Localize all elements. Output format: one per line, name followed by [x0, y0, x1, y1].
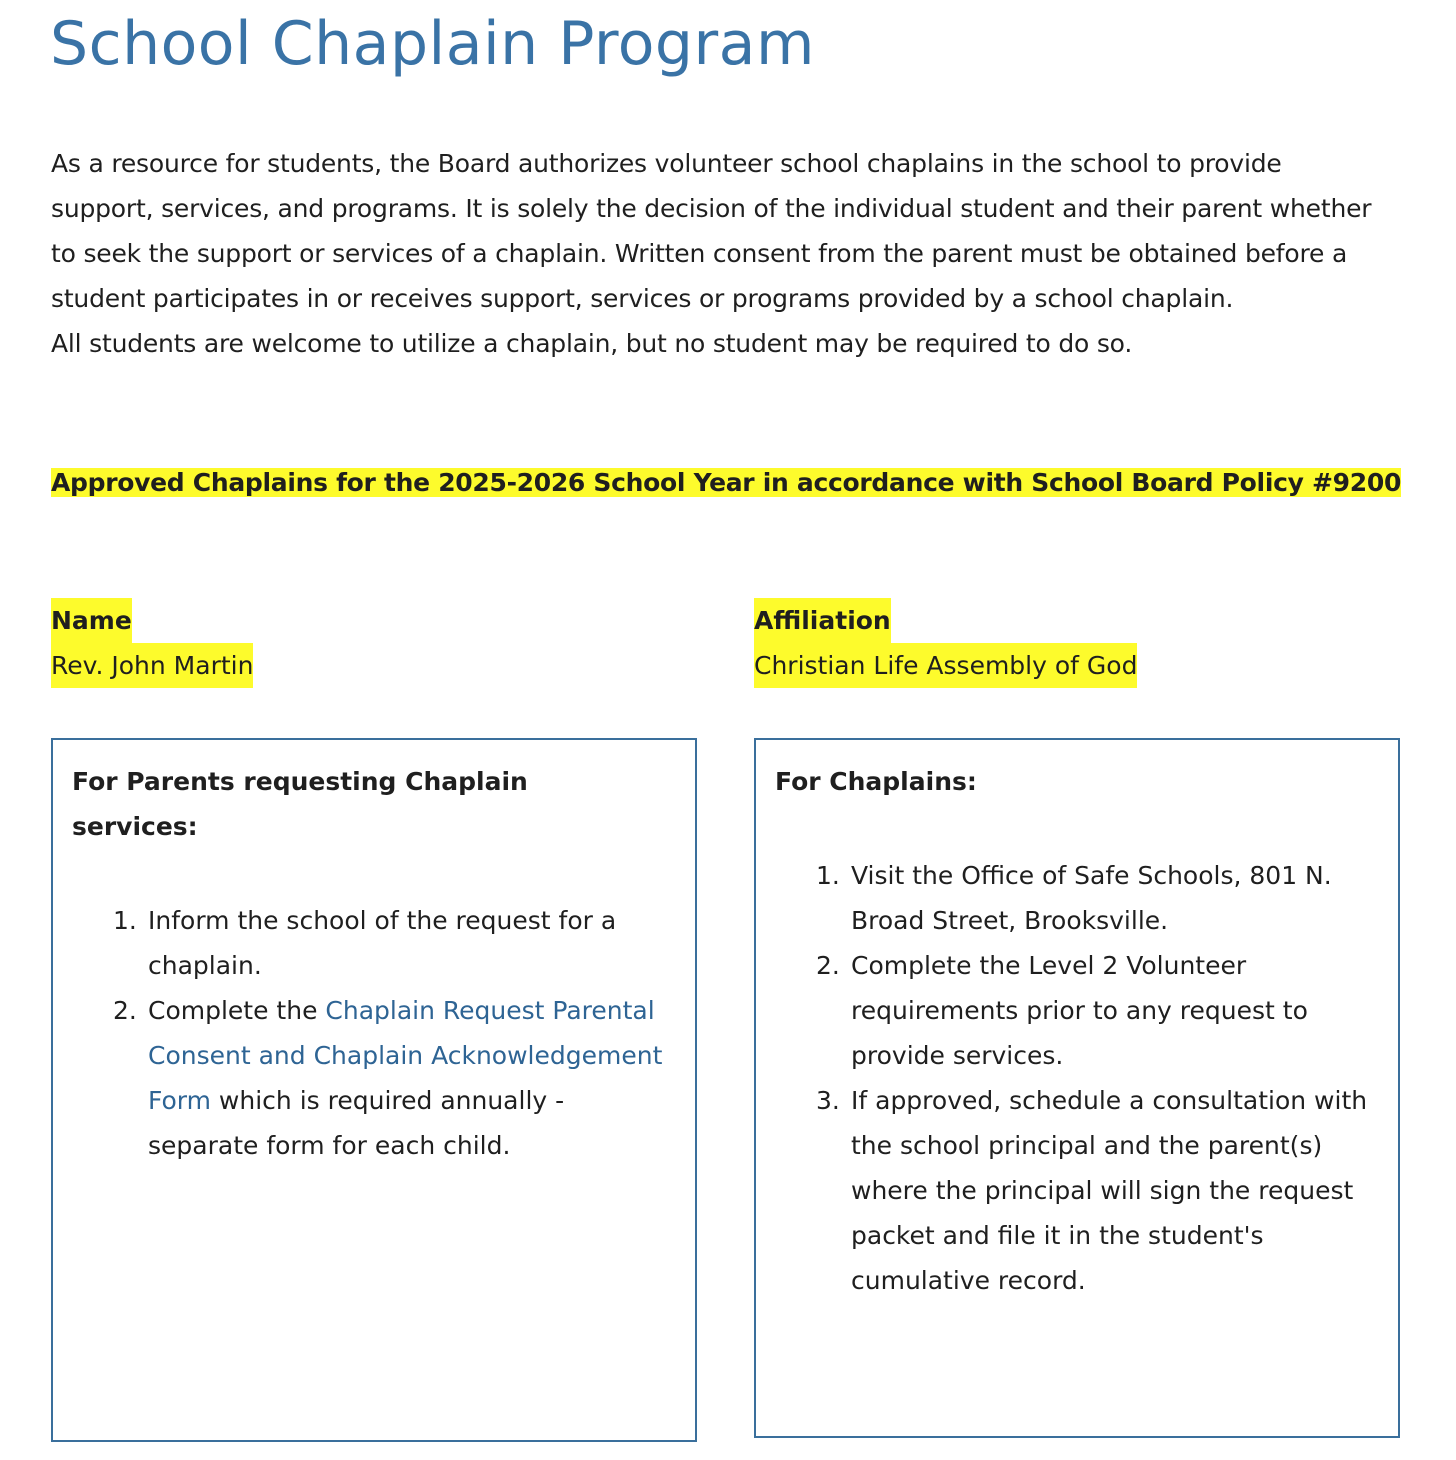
step-number: 1.	[816, 861, 840, 890]
step-text: Inform the school of the request for a chaplain.	[148, 906, 617, 980]
affiliation-column	[754, 598, 1137, 688]
chaplains-instructions-box	[754, 738, 1400, 1438]
step-number: 3.	[816, 1086, 840, 1115]
intro-paragraph: As a resource for students, the Board authorizes volunteer school chaplains in the school to provide support, services, and programs. It is solely the decision of the individual student and their parent whether to seek the support or services of a chaplain. Written consent from the parent must be obtained before a student participates in or receives support, services or programs provided by a school chaplain.	[51, 149, 1372, 313]
consent-form-link[interactable]: Chaplain Request Parental Consent and Chaplain Acknowledgement Form	[148, 996, 663, 1115]
parents-instructions-box	[51, 738, 697, 1442]
approved-heading-text: Approved Chaplains for the 2025-2026 School Year in accordance with School Board Policy #9200	[51, 468, 1402, 497]
step-number: 1.	[113, 906, 137, 935]
name-header: Name	[51, 598, 132, 643]
page-title: School Chaplain Program	[50, 9, 815, 79]
chaplain-name: Rev. John Martin	[51, 643, 253, 688]
list-item	[113, 988, 681, 1168]
list-item	[816, 943, 1384, 1078]
list-item	[816, 1078, 1384, 1303]
affiliation-header: Affiliation	[754, 598, 891, 643]
intro-section	[51, 141, 1391, 366]
parents-box-heading: For Parents requesting Chaplain services:	[72, 767, 528, 841]
list-item	[816, 853, 1384, 943]
step-text-suffix: which is required annually - separate form for each child.	[148, 1086, 565, 1160]
list-item	[113, 898, 681, 988]
step-text: Visit the Office of Safe Schools, 801 N. Broad Street, Brooksville.	[851, 861, 1332, 935]
parents-steps-list	[113, 898, 681, 1168]
chaplains-steps-list	[816, 853, 1384, 1303]
step-text-prefix: Complete the	[148, 996, 326, 1025]
chaplains-box-heading: For Chaplains:	[775, 767, 977, 796]
step-text: Complete the Level 2 Volunteer requirements prior to any request to provide services.	[851, 951, 1308, 1070]
chaplain-affiliation: Christian Life Assembly of God	[754, 643, 1137, 688]
step-text: If approved, schedule a consultation with the school principal and the parent(s) where the principal will sign the request packet and file it in the student's cumulative record.	[851, 1086, 1368, 1295]
step-number: 2.	[816, 951, 840, 980]
approved-chaplains-heading	[51, 460, 1411, 505]
step-number: 2.	[113, 996, 137, 1025]
intro-note: All students are welcome to utilize a chaplain, but no student may be required to do so.	[51, 329, 1133, 358]
name-column	[51, 598, 253, 688]
